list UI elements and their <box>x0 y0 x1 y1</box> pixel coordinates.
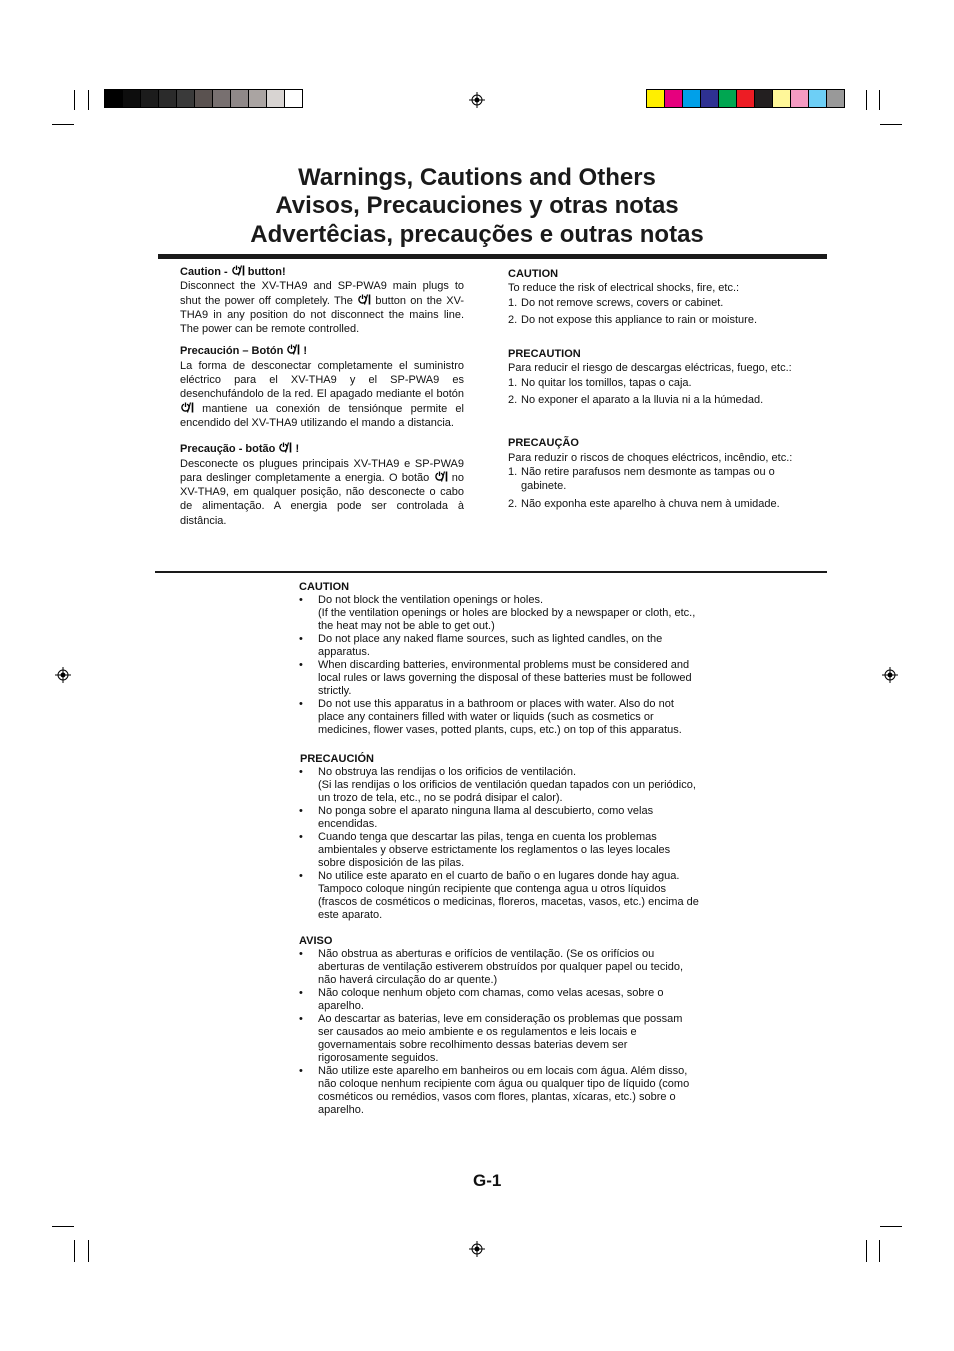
list-item <box>508 393 798 407</box>
color-swatch <box>231 90 249 107</box>
standby-on-icon <box>231 265 245 276</box>
registration-mark-icon <box>55 667 71 683</box>
section-divider <box>155 571 827 573</box>
item-number: 1. <box>508 376 518 389</box>
safety-notes <box>508 267 798 511</box>
bullet-text: No ponga sobre el aparato ninguna llama al descubierto, como velas encendidas. <box>318 805 654 830</box>
color-swatch <box>123 90 141 107</box>
aviso-list <box>299 948 699 1117</box>
crop-mark <box>88 90 89 110</box>
caution-list <box>508 296 798 328</box>
color-swatch <box>827 90 844 107</box>
crop-mark <box>52 124 74 125</box>
bullet-icon: • <box>299 987 303 999</box>
bullet-item <box>299 805 699 831</box>
color-swatch <box>809 90 827 107</box>
caution-heading: CAUTION <box>299 581 350 593</box>
registration-mark-icon <box>469 1241 485 1257</box>
page-number: G-1 <box>473 1171 502 1190</box>
precaucion-text: La forma de desconectar completamente el suministro eléctrico para el XV-THA9 y el SP-PWA9 es desenchufándolo de la red. El apagado mediante el botón mantiene ua conexión de tensiónque permite el encendido del XV-THA9 utilizando el mando a distancia. <box>180 359 464 429</box>
bullet-item <box>299 987 699 1013</box>
color-swatch <box>683 90 701 107</box>
item-text: No quitar los tomillos, tapas o caja. <box>521 376 692 389</box>
aviso-heading: AVISO <box>299 935 333 947</box>
crop-mark <box>74 90 75 110</box>
bullet-item <box>299 594 699 633</box>
bullet-icon: • <box>299 805 303 817</box>
bullet-icon: • <box>299 1065 303 1077</box>
bullet-item <box>299 659 699 698</box>
list-item <box>508 465 798 494</box>
list-item <box>508 313 798 327</box>
title-divider <box>158 254 827 259</box>
color-swatch <box>105 90 123 107</box>
page-title-portuguese: Advertêcias, precauções e outras notas <box>250 221 704 248</box>
color-swatch <box>195 90 213 107</box>
crop-mark <box>866 90 867 110</box>
precaucao-text: Desconecte os plugues principais XV-THA9 e SP-PWA9 para deslinger completamente a energia. O botão no XV-THA9, em qualquer posição, não desconecte o cabo de alimentação. A energia pode ser controlada à distância. <box>180 457 464 527</box>
bullet-subtext: (If the ventilation openings or holes are blocked by a newspaper or cloth, etc., the heat may not be able to get out.) <box>318 607 696 632</box>
precaucao-list <box>508 465 798 511</box>
precaution-list <box>508 376 798 408</box>
standby-on-icon <box>286 344 300 355</box>
bullet-text: No utilice este aparato en el cuarto de baño o en lugares donde hay agua. Tampoco coloque ningún recipiente que contenga agua u otros líquidos (frascos de cosméticos o medicinas, floreros, macetas, vasos, etc.) encima de este aparato. <box>318 870 699 921</box>
caution-intro: To reduce the risk of electrical shocks, fire, etc.: <box>508 282 740 295</box>
bullet-text: Do not block the ventilation openings or holes. <box>318 594 544 606</box>
grayscale-swatch-bar <box>104 89 303 108</box>
precaucao-heading: PRECAUÇÃO <box>508 437 579 450</box>
bullet-subtext: (Si las rendijas o los orificios de ventilación quedan tapados con un periódico, un trozo de tela, etc., no se podrá disipar el calor). <box>318 779 696 804</box>
color-swatch <box>141 90 159 107</box>
precaution-heading: PRECAUTION <box>508 348 581 361</box>
color-swatch <box>737 90 755 107</box>
bullet-text: No obstruya las rendijas o los orificios de ventilación. <box>318 766 577 778</box>
caution-heading: Caution - button! <box>180 266 286 278</box>
color-swatch <box>773 90 791 107</box>
item-text: Do not remove screws, covers or cabinet. <box>521 296 724 309</box>
item-text: Não exponha este aparelho à chuva nem à umidade. <box>521 497 780 510</box>
color-swatch <box>159 90 177 107</box>
item-text: Do not expose this appliance to rain or moisture. <box>521 313 758 326</box>
power-button-notes <box>180 265 464 528</box>
bullet-item <box>299 1013 699 1065</box>
color-swatch <box>267 90 285 107</box>
caution-heading: CAUTION <box>508 268 559 280</box>
bullet-item <box>299 1065 699 1117</box>
bullet-icon: • <box>299 870 303 882</box>
color-swatch <box>701 90 719 107</box>
standby-on-icon <box>357 294 371 305</box>
precaucion-list <box>299 766 699 922</box>
list-item <box>508 376 798 390</box>
item-number: 1. <box>508 296 518 309</box>
crop-mark <box>88 1240 89 1262</box>
precaution-intro: Para reducir el riesgo de descargas eléctricas, fuego, etc.: <box>508 362 792 375</box>
item-number: 2. <box>508 497 518 510</box>
bullet-text: Do not place any naked flame sources, such as lighted candles, on the apparatus. <box>318 633 663 658</box>
precaucion-heading: PRECAUCIÓN <box>300 753 374 765</box>
bullet-item <box>299 698 699 737</box>
item-text: No exponer el aparato a la lluvia ni a la húmedad. <box>521 394 764 407</box>
crop-mark <box>52 1226 74 1227</box>
precaucion-heading: Precaución – Botón ! <box>180 345 308 358</box>
bullet-icon: • <box>299 831 303 843</box>
bullet-item <box>299 948 699 987</box>
bullet-item <box>299 831 699 870</box>
list-item <box>508 497 798 511</box>
item-number: 2. <box>508 313 518 326</box>
bullet-text: Não utilize este aparelho em banheiros ou em locais com água. Além disso, não coloque nenhum recipiente com água ou qualquer tipo de líquido (como cosméticos ou remédios, vasos com flores, plantas, xícaras, etc.) sobre o aparelho. <box>318 1065 690 1116</box>
crop-mark <box>879 1240 880 1262</box>
page-title-english: Warnings, Cautions and Others <box>298 164 656 191</box>
precaucao-intro: Para reduzir o riscos de choques eléctricos, incêndio, etc.: <box>508 451 793 464</box>
bullet-icon: • <box>299 698 303 710</box>
color-swatch-bar <box>646 89 845 108</box>
color-swatch <box>755 90 773 107</box>
bullet-text: Cuando tenga que descartar las pilas, tenga en cuenta los problemas ambientales y observe estrictamente los reglamentos o las leyes locales sobre disposición de las pilas. <box>318 831 671 869</box>
bullet-icon: • <box>299 1013 303 1025</box>
item-text: Não retire parafusos nem desmonte as tampas ou o gabinete. <box>521 465 775 493</box>
item-number: 2. <box>508 394 518 407</box>
bullet-text: Do not use this apparatus in a bathroom or places with water. Also do not place any containers filled with water or liquids (such as cosmetics or medicines, flower vases, potted plants, cups, etc.) on top of this apparatus. <box>318 698 682 736</box>
standby-on-icon <box>180 402 194 413</box>
ventilation-warnings <box>299 581 699 1117</box>
color-swatch <box>791 90 809 107</box>
color-swatch <box>249 90 267 107</box>
crop-mark <box>880 124 902 125</box>
bullet-text: Não coloque nenhum objeto com chamas, como velas acesas, sobre o aparelho. <box>318 987 664 1012</box>
crop-mark <box>866 1240 867 1262</box>
crop-mark <box>880 1226 902 1227</box>
crop-mark <box>74 1240 75 1262</box>
registration-mark-icon <box>882 667 898 683</box>
color-swatch <box>719 90 737 107</box>
bullet-item <box>299 870 699 922</box>
bullet-item <box>299 633 699 659</box>
color-swatch <box>665 90 683 107</box>
list-item <box>508 296 798 310</box>
bullet-icon: • <box>299 633 303 645</box>
registration-mark-icon <box>469 92 485 108</box>
color-swatch <box>213 90 231 107</box>
bullet-text: When discarding batteries, environmental problems must be considered and local rules or laws governing the disposal of these batteries must be followed strictly. <box>318 659 692 697</box>
color-swatch <box>177 90 195 107</box>
standby-on-icon <box>434 471 448 482</box>
bullet-icon: • <box>299 594 303 606</box>
precaucao-heading: Precaução - botão ! <box>180 443 300 456</box>
caution-list <box>299 594 699 737</box>
item-number: 1. <box>508 465 518 478</box>
caution-text: Disconnect the XV-THA9 and SP-PWA9 main plugs to shut the power off completely. The button on the XV-THA9 in any position do not disconnect the mains line. The power can be remote controlled. <box>180 280 464 336</box>
bullet-item <box>299 766 699 805</box>
bullet-icon: • <box>299 948 303 960</box>
bullet-icon: • <box>299 766 303 778</box>
page-title-spanish: Avisos, Precauciones y otras notas <box>275 192 679 219</box>
bullet-icon: • <box>299 659 303 671</box>
bullet-text: Ao descartar as baterias, leve em consideração os problemas que possam ser causados ao meio ambiente e os regulamentos e leis locais e governamentais sobre recolhimento dessas baterias devem ser rigorosamente seguidos. <box>318 1013 683 1064</box>
standby-on-icon <box>278 442 292 453</box>
crop-mark <box>879 90 880 110</box>
bullet-text: Não obstrua as aberturas e orifícios de ventilação. (Se os orifícios ou aberturas de ventilação estiverem obstruídos por qualquer papel ou tecido, não haverá circulação do ar quente.) <box>318 948 684 986</box>
color-swatch <box>285 90 302 107</box>
color-swatch <box>647 90 665 107</box>
